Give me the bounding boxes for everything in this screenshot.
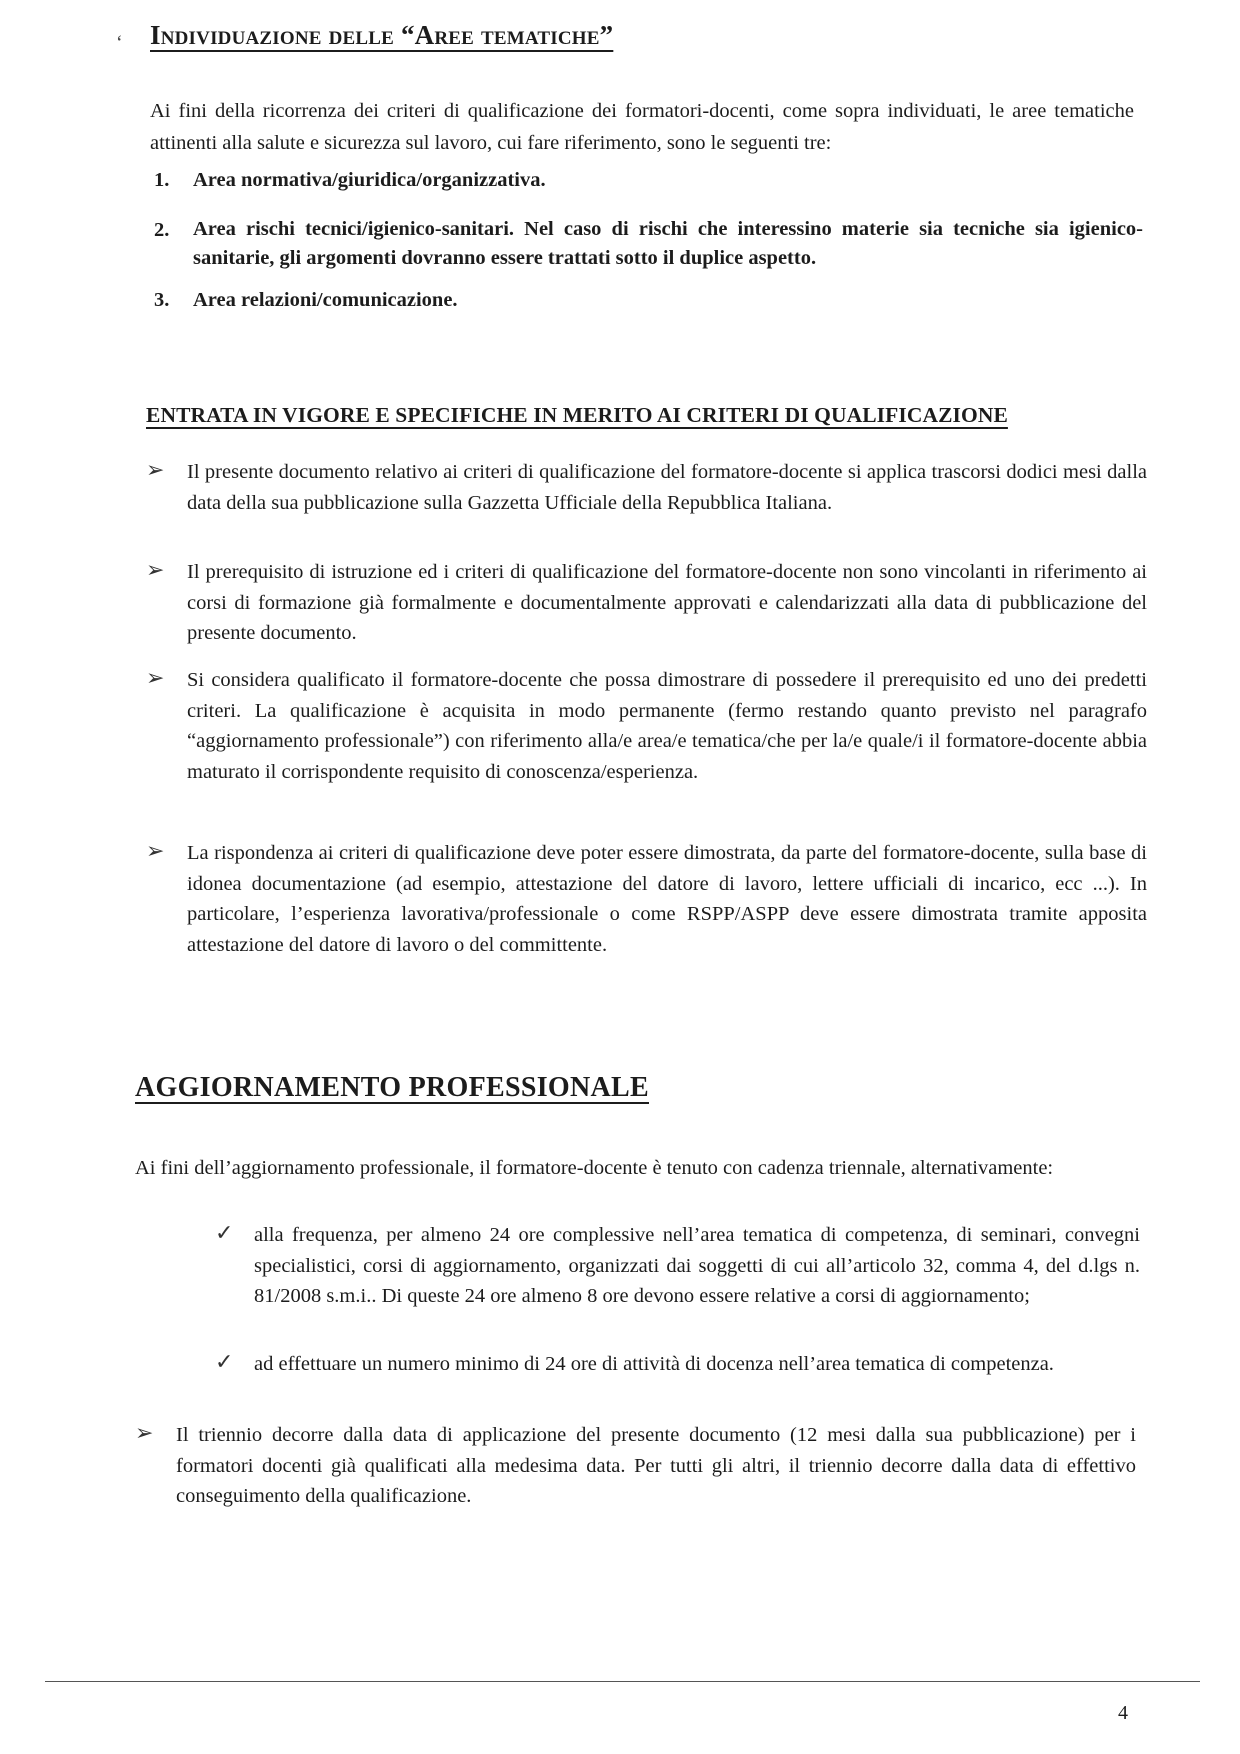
section-title-entrata-in-vigore: ENTRATA IN VIGORE E SPECIFICHE IN MERITO AI CRITERI DI QUALIFICAZIONE	[146, 403, 1008, 427]
arrow-bullet-icon: ➢	[146, 665, 165, 690]
check-bullet-icon: ✓	[215, 1349, 234, 1374]
list-item-number: 2.	[154, 219, 170, 241]
page-number: 4	[1118, 1702, 1128, 1724]
list-item-text: Area relazioni/comunicazione.	[193, 289, 458, 311]
bullet-paragraph: Si considera qualificato il formatore-docente che possa dimostrare di possedere il prerequisito ed uno dei predetti criteri. La qualificazione è acquisita in modo permanente (fermo restando quanto previsto nel paragrafo “aggiornamento professionale”) con riferimento alla/e area/e tematica/che per la/e quale/i il formatore-docente abbia maturato il corrispondente requisito di conoscenza/esperienza.	[187, 669, 1147, 783]
arrow-bullet-icon: ➢	[146, 838, 165, 863]
list-item-text: Area normativa/giuridica/organizzativa.	[193, 169, 546, 191]
arrow-bullet-icon: ➢	[146, 457, 165, 482]
aree-intro-paragraph: Ai fini della ricorrenza dei criteri di qualificazione dei formatori-docenti, come sopra individuati, le aree tematiche attinenti alla salute e sicurezza sul lavoro, cui fare riferimento, sono le seguenti tre:	[150, 100, 1134, 154]
bullet-paragraph: La rispondenza ai criteri di qualificazione deve poter essere dimostrata, da parte del formatore-docente, sulla base di idonea documentazione (ad esempio, attestazione del datore di lavoro, lettere ufficiali di incarico, ecc ...). In particolare, l’esperienza lavorativa/professionale o come RSPP/ASPP deve essere dimostrata tramite apposita attestazione del datore di lavoro o del committente.	[187, 842, 1147, 956]
bullet-paragraph: Il triennio decorre dalla data di applicazione del presente documento (12 mesi dalla sua pubblicazione) per i formatori docenti già qualificati alla medesima data. Per tutti gli altri, il triennio decorre dalla data di effettivo conseguimento della qualificazione.	[176, 1424, 1136, 1507]
check-item-text: ad effettuare un numero minimo di 24 ore di attività di docenza nell’area tematica di competenza.	[254, 1353, 1054, 1375]
arrow-bullet-icon: ➢	[146, 557, 165, 582]
section-title-aree-tematiche: Individuazione delle “Aree tematiche”	[150, 20, 614, 50]
arrow-bullet-icon: ➢	[135, 1420, 154, 1445]
list-item-text: Area rischi tecnici/igienico-sanitari. Nel caso di rischi che interessino materie sia tecniche sia igienico- sanitarie, gli argomenti dovranno essere trattati sotto il duplice aspetto.	[193, 218, 1143, 269]
bullet-paragraph: Il presente documento relativo ai criteri di qualificazione del formatore-docente si applica trascorsi dodici mesi dalla data della sua pubblicazione sulla Gazzetta Ufficiale della Repubblica Italiana.	[187, 461, 1147, 514]
scan-mark: ‘	[116, 32, 123, 54]
aggiornamento-intro-paragraph: Ai fini dell’aggiornamento professionale, il formatore-docente è tenuto con cadenza triennale, alternativamente:	[135, 1157, 1054, 1179]
list-item-number: 3.	[154, 289, 170, 311]
check-item-text: alla frequenza, per almeno 24 ore complessive nell’area tematica di competenza, di seminari, convegni specialistici, corsi di aggiornamento, organizzati dai soggetti di cui all’articolo 32, comma 4, del d.lgs n. 81/2008 s.m.i.. Di queste 24 ore almeno 8 ore devono essere relative a corsi di aggiornamento;	[254, 1224, 1140, 1307]
check-bullet-icon: ✓	[215, 1220, 234, 1245]
list-item-number: 1.	[154, 169, 170, 191]
section-title-aggiornamento: AGGIORNAMENTO PROFESSIONALE	[135, 1072, 649, 1103]
footer-divider	[45, 1681, 1200, 1682]
bullet-paragraph: Il prerequisito di istruzione ed i criteri di qualificazione del formatore-docente non sono vincolanti in riferimento ai corsi di formazione già formalmente e documentalmente approvati e calendarizzati alla data di pubblicazione del presente documento.	[187, 561, 1147, 644]
